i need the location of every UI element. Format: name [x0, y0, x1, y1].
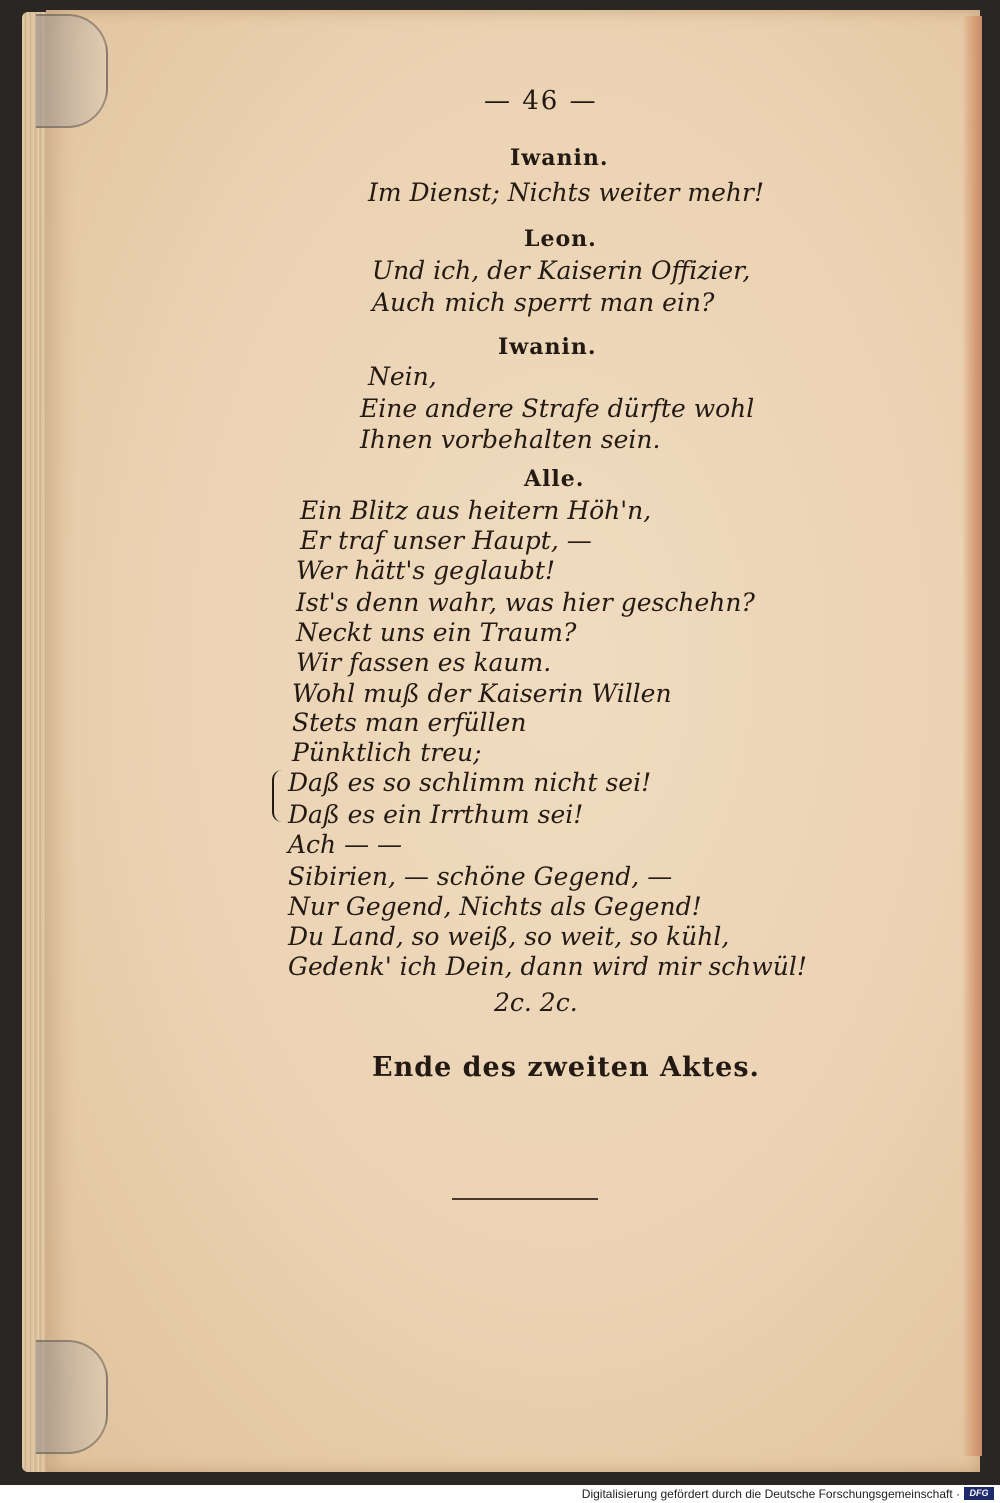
verse-brace [272, 770, 286, 822]
speaker-name: Leon. [524, 226, 597, 252]
act-end-title: Ende des zweiten Aktes. [372, 1052, 760, 1083]
verse-line: Du Land, so weiß, so weit, so kühl, [288, 922, 730, 951]
verse-line: Auch mich sperrt man ein? [372, 288, 715, 317]
page-number: — 46 — [484, 86, 598, 116]
book-page [46, 10, 980, 1472]
verse-line: 2c. 2c. [494, 988, 578, 1017]
speaker-name: Iwanin. [498, 334, 597, 360]
verse-line: Neckt uns ein Traum? [296, 618, 577, 647]
verse-line: Wohl muß der Kaiserin Willen [292, 679, 672, 708]
speaker-name: Alle. [524, 466, 585, 492]
verse-line: Pünktlich treu; [292, 738, 482, 767]
verse-line: Ihnen vorbehalten sein. [360, 425, 661, 454]
footer-credit: Digitalisierung gefördert durch die Deutsche Forschungsgemeinschaft · [581, 1487, 960, 1501]
verse-line: Ein Blitz aus heitern Höh'n, [300, 496, 652, 525]
verse-line: Nur Gegend, Nichts als Gegend! [288, 892, 702, 921]
verse-line: Wer hätt's geglaubt! [296, 556, 555, 585]
verse-line: Ist's denn wahr, was hier geschehn? [296, 588, 755, 617]
page-clip-bottom [36, 1340, 108, 1454]
verse-line: Eine andere Strafe dürfte wohl [360, 394, 755, 423]
closing-rule [452, 1198, 598, 1200]
verse-line: Im Dienst; Nichts weiter mehr! [368, 178, 765, 207]
verse-line: Nein, [368, 362, 437, 391]
verse-line: Sibirien, — schöne Gegend, — [288, 862, 673, 891]
verse-line: Daß es ein Irrthum sei! [288, 800, 584, 829]
verse-line: Ach — — [288, 830, 403, 859]
verse-line: Gedenk' ich Dein, dann wird mir schwül! [288, 952, 807, 981]
dfg-logo: DFG [964, 1487, 994, 1500]
verse-line: Und ich, der Kaiserin Offizier, [372, 256, 751, 285]
page-clip-top [36, 14, 108, 128]
speaker-name: Iwanin. [510, 145, 609, 171]
verse-line: Stets man erfüllen [292, 708, 527, 737]
page-right-edge [962, 16, 982, 1456]
verse-line: Wir fassen es kaum. [296, 648, 552, 677]
verse-line: Er traf unser Haupt, — [300, 526, 592, 555]
verse-line: Daß es so schlimm nicht sei! [288, 768, 652, 797]
